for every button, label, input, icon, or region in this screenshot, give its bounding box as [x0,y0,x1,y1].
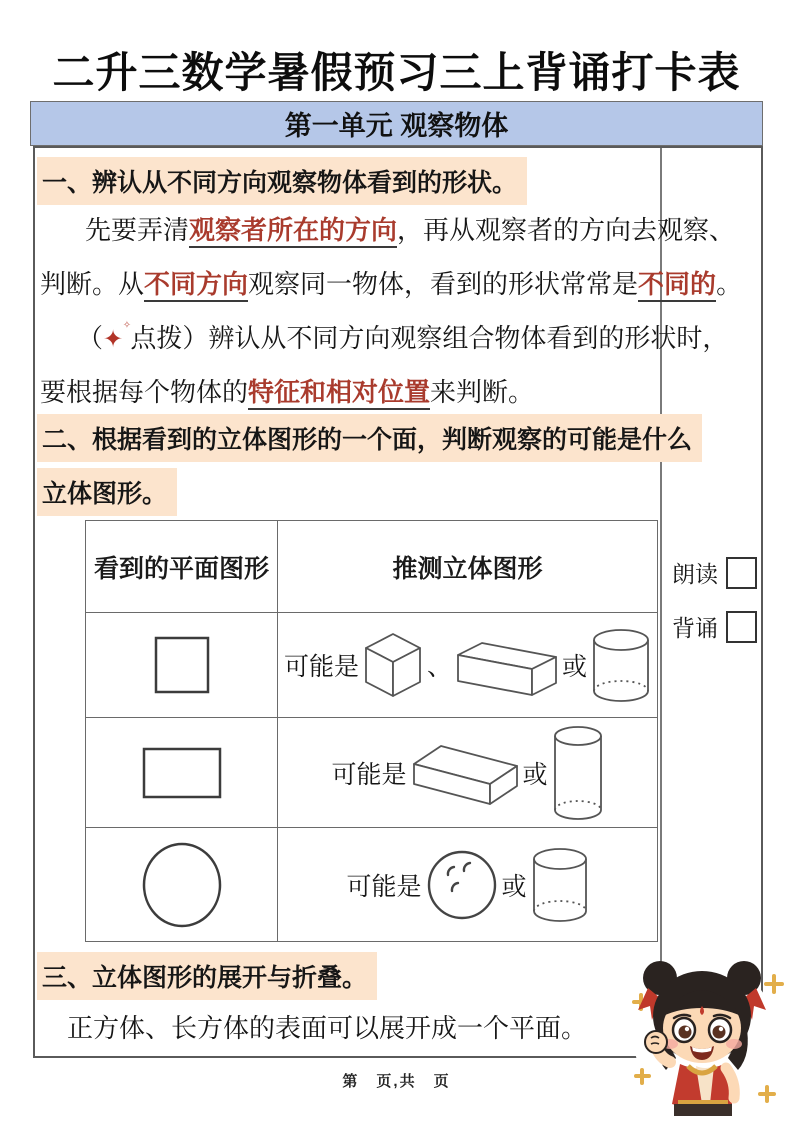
s1-line2-mid: 观察同一物体，看到的形状常常是 [248,269,639,299]
section1-tip-line2 [40,372,534,409]
s1-line1-red: 观察者所在的方向 [189,215,397,248]
mascot-girl-illustration [618,944,786,1116]
section1-line1 [85,210,735,247]
plane-cell-rectangle [86,718,278,828]
answer-prefix: 可能是 [283,653,359,681]
cylinder-icon [591,627,651,703]
sparkle-icon: ✦ ✧ [103,320,132,353]
s1-line2-post: 。 [716,269,743,299]
tip-text: 辨认从不同方向观察组合物体看到的形状时， [208,323,729,353]
section1-line2 [40,264,742,301]
tip2-red: 特征和相对位置 [248,377,430,410]
s1-line1-post: ，再从观察者的方向去观察、 [397,215,736,245]
recite-check-item [672,610,757,643]
content-frame [33,146,763,1058]
solid-cell-row3 [278,828,658,942]
plane-cell-square [86,613,278,718]
tip2-pre: 要根据每个物体的 [40,377,249,407]
table-row [86,613,658,718]
page-footer: 第 页,共 页 [342,1073,451,1090]
s1-line2-red1: 不同方向 [144,269,248,302]
section3-heading: 三、立体图形的展开与折叠。 [37,952,377,1000]
col-header-plane: 看到的平面图形 [86,521,278,613]
rectangle-icon [141,746,223,800]
col-header-solid: 推测立体图形 [278,521,658,613]
sphere-icon [426,848,498,922]
tip2-post: 来判断。 [430,377,535,407]
plane-cell-circle [86,828,278,942]
tip-open-paren: （ [77,323,104,353]
separator-dun: 、 [426,653,452,681]
table-row [86,718,658,828]
recite-label: 背诵 [672,615,718,641]
separator-huo: 或 [562,653,588,681]
read-aloud-label: 朗读 [672,561,718,587]
shapes-table [85,520,658,942]
cuboid-icon [456,633,558,697]
s1-line2-red2: 不同的 [638,269,716,302]
section2-heading-line2: 立体图形。 [37,468,177,516]
solid-cell-row2 [278,718,658,828]
section3-body: 正方体、长方体的表面可以展开成一个平面。 [67,1013,588,1043]
separator-huo: 或 [522,760,548,789]
table-header-row [86,521,658,613]
section1-heading: 一、辨认从不同方向观察物体看到的形状。 [37,157,527,205]
read-aloud-check-item [672,556,757,589]
page-title: 二升三数学暑假预习三上背诵打卡表 [52,49,741,96]
separator-huo: 或 [501,872,527,901]
cube-icon [363,632,423,698]
cylinder-icon [531,846,589,924]
unit-header-bar [30,101,763,146]
answer-prefix: 可能是 [346,872,422,901]
recite-checkbox[interactable] [726,611,757,643]
table-row [86,828,658,942]
section1-tip-line1 [77,318,728,355]
solid-cell-row1 [278,613,658,718]
section2-heading-line1: 二、根据看到的立体图形的一个面，判断观察的可能是什么 [37,414,702,462]
s1-line1-pre: 先要弄清 [85,215,190,245]
unit-header-label: 第一单元 观察物体 [284,111,509,141]
square-icon [153,635,211,695]
cuboid-icon [411,738,519,808]
tip-label: 点拨 [130,323,183,353]
s1-line2-pre: 判断。从 [40,269,145,299]
answer-prefix: 可能是 [331,760,407,789]
circle-icon [140,841,224,929]
tip-close-paren: ） [182,323,209,353]
cylinder-icon [552,724,604,822]
read-aloud-checkbox[interactable] [726,557,757,589]
